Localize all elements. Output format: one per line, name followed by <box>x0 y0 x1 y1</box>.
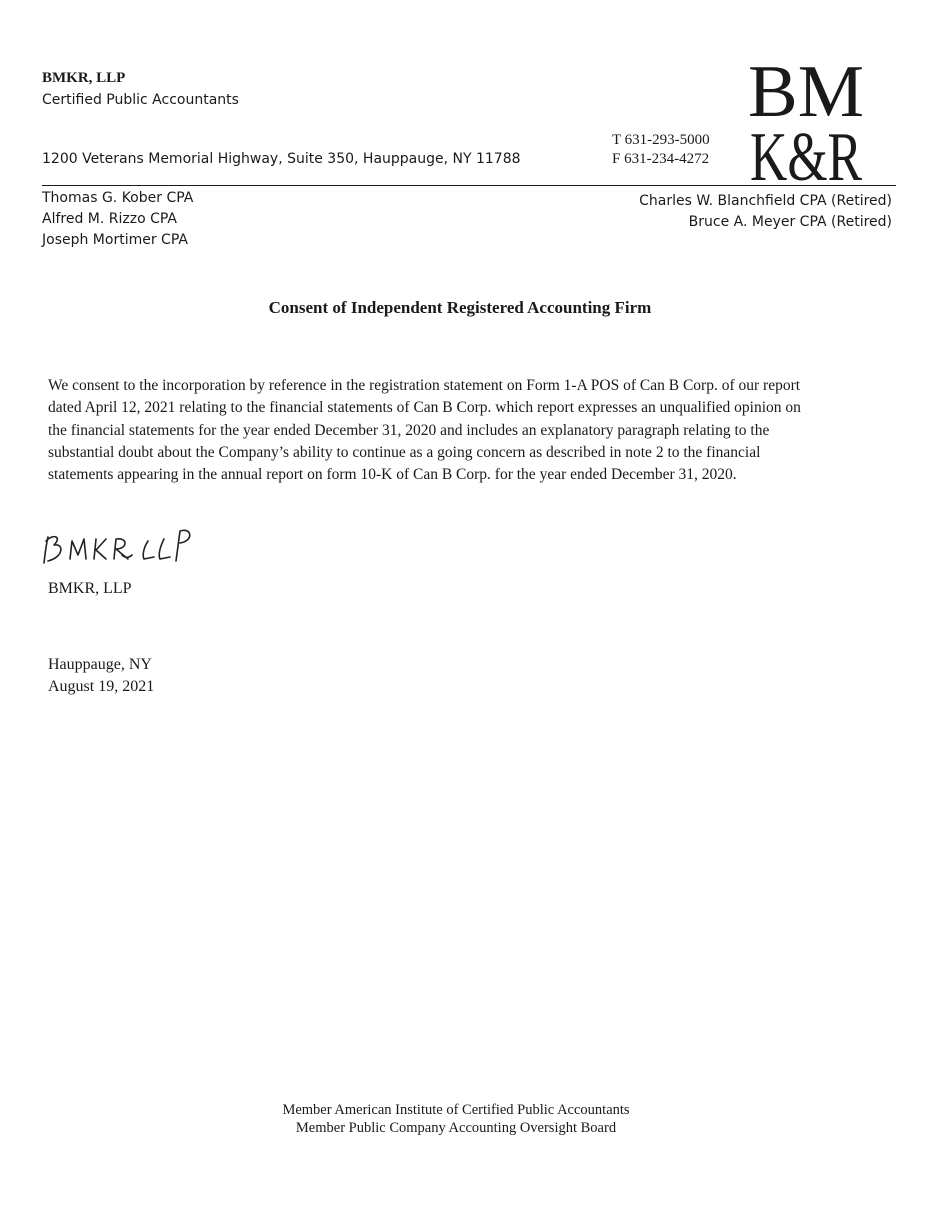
paragraph-line: the financial statements for the year ended December 31, 2020 and includes an explanatory paragraph relating to the <box>48 421 770 439</box>
footer-line: Member Public Company Accounting Oversight Board <box>295 1120 617 1136</box>
retired-partner-name: Bruce A. Meyer CPA (Retired) <box>688 214 892 230</box>
paragraph-line: statements appearing in the annual report on form 10-K of Can B Corp. for the year ended December 31, 2020. <box>48 466 737 484</box>
footer-line: Member American Institute of Certified Public Accountants <box>282 1102 630 1118</box>
consent-paragraph <box>48 375 898 486</box>
partners-list-retired <box>639 191 892 233</box>
firm-subtitle: Certified Public Accountants <box>42 92 239 108</box>
partner-name: Joseph Mortimer CPA <box>42 232 188 248</box>
paragraph-line: dated April 12, 2021 relating to the financial statements of Can B Corp. which report expresses an unqualified opinion on <box>48 399 801 417</box>
logo-top-text: BM <box>748 51 864 133</box>
fax-number: F 631-234-4272 <box>612 151 710 167</box>
phone-number: T 631-293-5000 <box>612 132 710 148</box>
firm-address: 1200 Veterans Memorial Highway, Suite 350, Hauppauge, NY 11788 <box>42 151 521 167</box>
paragraph-line: We consent to the incorporation by reference in the registration statement on Form 1-A POS of Can B Corp. of our report <box>48 377 801 394</box>
partner-name: Alfred M. Rizzo CPA <box>42 211 178 227</box>
logo-bottom-text: K&R <box>750 119 863 196</box>
retired-partner-name: Charles W. Blanchfield CPA (Retired) <box>639 193 892 209</box>
firm-name: BMKR, LLP <box>42 70 126 86</box>
footer-memberships <box>0 1101 912 1137</box>
signing-place: Hauppauge, NY <box>48 656 152 673</box>
signatory-name: BMKR, LLP <box>48 580 132 597</box>
partner-name: Thomas G. Kober CPA <box>42 190 194 206</box>
document-title: Consent of Independent Registered Accounting Firm <box>268 298 652 317</box>
partners-list-active <box>42 188 193 251</box>
header-divider <box>42 185 896 186</box>
signing-date: August 19, 2021 <box>48 678 155 695</box>
firm-logo <box>746 51 866 196</box>
handwritten-signature <box>40 525 190 567</box>
paragraph-line: substantial doubt about the Company’s ability to continue as a going concern as described in note 2 to the financial <box>48 443 761 461</box>
